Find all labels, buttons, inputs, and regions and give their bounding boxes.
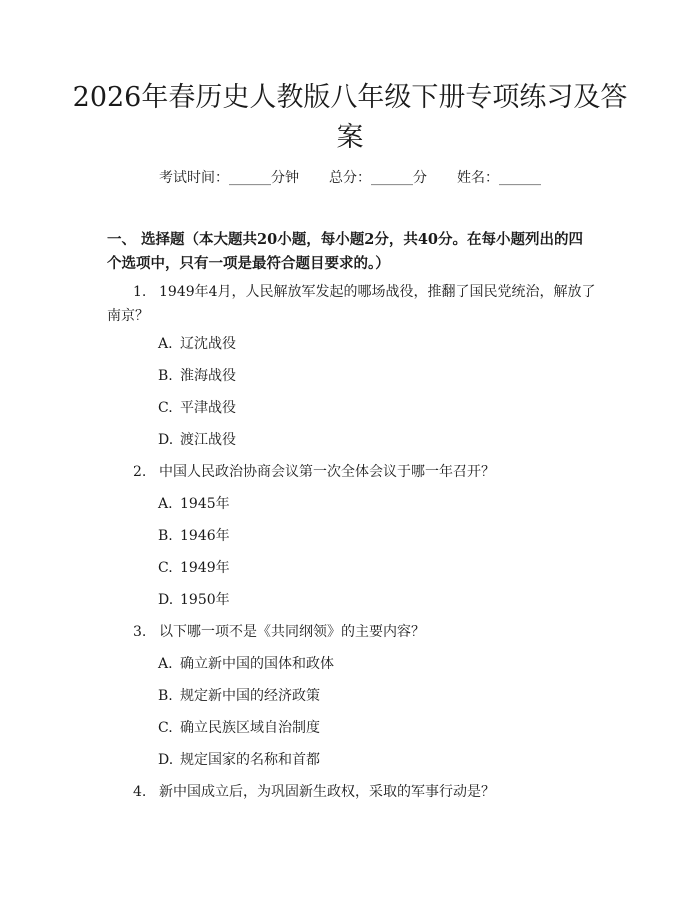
option-text: 1945年 <box>180 496 230 512</box>
page-title: 2026年春历史人教版八年级下册专项练习及答案 <box>72 82 628 153</box>
question-1 <box>107 280 597 328</box>
exam-info-line <box>0 168 700 188</box>
option-letter: A. <box>158 496 173 512</box>
question-2-option-c <box>158 558 578 578</box>
score-label: 总分： <box>329 170 371 186</box>
score-unit: 分 <box>413 170 427 186</box>
name-blank: ______ <box>499 170 541 186</box>
question-number: 3. <box>133 624 147 640</box>
question-1-option-c <box>158 398 578 418</box>
question-3-option-a <box>158 654 578 674</box>
option-text: 辽沈战役 <box>180 336 236 352</box>
option-letter: C. <box>158 720 173 736</box>
option-text: 淮海战役 <box>180 368 236 384</box>
option-letter: D. <box>158 592 174 608</box>
option-text: 确立新中国的国体和政体 <box>180 656 334 672</box>
question-1-option-d <box>158 430 578 450</box>
question-text: 中国人民政治协商会议第一次全体会议于哪一年召开？ <box>159 464 495 480</box>
question-3-option-b <box>158 686 578 706</box>
question-1-option-b <box>158 366 578 386</box>
question-2 <box>107 460 597 484</box>
option-letter: B. <box>158 528 173 544</box>
option-letter: C. <box>158 400 173 416</box>
option-letter: C. <box>158 560 173 576</box>
option-letter: A. <box>158 656 173 672</box>
question-3-option-d <box>158 750 578 770</box>
option-letter: D. <box>158 432 174 448</box>
question-3 <box>107 620 597 644</box>
question-text: 1949年4月，人民解放军发起的哪场战役，推翻了国民党统治，解放了南京？ <box>107 284 596 324</box>
question-2-option-d <box>158 590 578 610</box>
time-label: 考试时间： <box>159 170 229 186</box>
question-2-option-a <box>158 494 578 514</box>
question-text: 新中国成立后，为巩固新生政权，采取的军事行动是？ <box>159 784 495 800</box>
option-letter: D. <box>158 752 174 768</box>
time-blank: ______ <box>229 170 271 186</box>
option-text: 1946年 <box>180 528 230 544</box>
option-text: 规定国家的名称和首都 <box>180 752 320 768</box>
option-letter: B. <box>158 368 173 384</box>
option-text: 1949年 <box>180 560 230 576</box>
section-heading: 一、 选择题（本大题共20小题，每小题2分，共40分。在每小题列出的四个选项中，只有一项是最符合题目要求的。） <box>107 231 583 272</box>
question-text: 以下哪一项不是《共同纲领》的主要内容？ <box>159 624 425 640</box>
question-number: 1. <box>133 284 147 300</box>
option-text: 渡江战役 <box>180 432 236 448</box>
question-1-option-a <box>158 334 578 354</box>
option-letter: B. <box>158 688 173 704</box>
option-text: 平津战役 <box>180 400 236 416</box>
option-text: 确立民族区域自治制度 <box>180 720 320 736</box>
question-2-option-b <box>158 526 578 546</box>
question-number: 2. <box>133 464 147 480</box>
question-3-option-c <box>158 718 578 738</box>
option-text: 1950年 <box>180 592 230 608</box>
option-letter: A. <box>158 336 173 352</box>
option-text: 规定新中国的经济政策 <box>180 688 320 704</box>
time-unit: 分钟 <box>271 170 299 186</box>
question-number: 4. <box>133 784 147 800</box>
name-label: 姓名： <box>457 170 499 186</box>
score-blank: ______ <box>371 170 413 186</box>
question-4 <box>107 780 597 804</box>
